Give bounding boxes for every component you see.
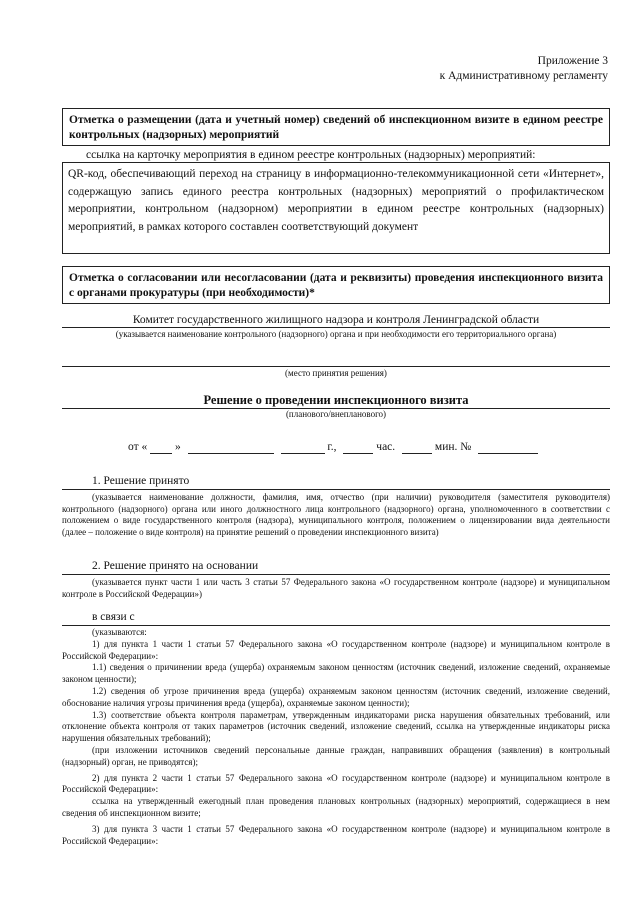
reason-intro: (указываются: (92, 627, 147, 637)
reason-item: 3) для пункта 3 части 1 статьи 57 Федерального закона «О государственном контроле (надзоре) и муниципальном контроле в Российской Федерации»: (62, 823, 610, 846)
committee-name: Комитет государственного жилищного надзора и контроля Ленинградской области (132, 314, 540, 326)
section-2-note: (указывается пункт части 1 или часть 3 статьи 57 Федерального закона «О государственном контроле (надзоре) и муниципальном контроле в Российской Федерации») (62, 577, 610, 599)
reason-item: 1.3) соответствие объекта контроля параметрам, утвержденным индикаторами риска нарушения обязательных требований, или отклонение объекта контроля от таких параметров (источник сведений, изложение сведений, ссылка на утвержденные индикаторы риска нарушения обязательных требований); (62, 709, 610, 744)
organ-note: (указывается наименование контрольного (надзорного) органа и при необходимости его территориального органа) (115, 329, 557, 339)
appendix-number: Приложение 3 (537, 55, 608, 67)
number-field[interactable] (478, 442, 538, 454)
section-basis (62, 559, 610, 600)
reason-item: 1) для пункта 1 части 1 статьи 57 Федерального закона «О государственном контроле (надзоре) и муниципальном контроле в Российской Федерации»: (62, 638, 610, 661)
section-reason (62, 610, 610, 626)
qr-code-box (62, 162, 610, 254)
section-1-heading: 1. Решение принято (62, 474, 610, 490)
appendix-reference: к Административному регламенту (439, 70, 608, 82)
reason-item: 1.1) сведения о причинении вреда (ущерба) охраняемым законом ценностям (источник сведений, изложение сведений, охраняемые законом ценности); (62, 662, 610, 685)
registry-mark-box (62, 108, 610, 146)
place-underline (62, 366, 610, 367)
reason-item: (при изложении источников сведений персональные данные граждан, направивших обращения (заявления) в контрольный (надзорный) орган, не приводятся); (62, 744, 610, 767)
date-from-label: от « (128, 441, 148, 453)
decision-title: Решение о проведении инспекционного визита (203, 393, 469, 407)
committee-underline (62, 327, 610, 328)
prosecutor-approval-box (62, 266, 610, 304)
hour-label: час. (376, 441, 396, 453)
section-decision-maker (62, 474, 610, 538)
section-2-heading: 2. Решение принято на основании (62, 559, 610, 575)
section-1-note: (указывается наименование должности, фамилия, имя, отчество (при наличии) руководителя (заместителя руководителя) контрольного (надзорного) органа или иного должностного лица контрольного (надзорного) органа, уполномоченного в соответствии с положением о виде государственного контроля (надзора), муниципального контроля, положением о лицензировании вида деятельности (далее – положение о виде контроля) на принятие решений о проведении инспекционного визита) (62, 492, 610, 537)
reason-item: 1.2) сведения об угрозе причинения вреда (ущерба) охраняемым законом ценностям (источник сведений, изложение сведений, обоснование наличия угрозы причинения вреда (ущерба), охраняемые законом ценности); (62, 685, 610, 708)
year-field[interactable] (281, 442, 325, 454)
qr-code-text: QR-код, обеспечивающий переход на страницу в информационно-телекоммуникационной сети «Интернет», содержащую запись единого реестра контрольных (надзорных) мероприятий о профилактическом мероприятии, контрольном (надзорном) мероприятии в едином реестре контрольных (надзорных) мероприятий, в рамках которого составлен соответствующий документ (68, 168, 604, 233)
appendix-header (440, 54, 608, 84)
prosecutor-approval-text: Отметка о согласовании или несогласовании (дата и реквизиты) проведения инспекционного визита с органами прокуратуры (при необходимости)* (69, 272, 603, 299)
section-3-heading: в связи с (62, 610, 610, 626)
reason-list (62, 627, 610, 847)
registry-link-line: ссылка на карточку мероприятия в едином реестре контрольных (надзорных) мероприятий: (86, 149, 536, 161)
registry-mark-text: Отметка о размещении (дата и учетный номер) сведений об инспекционном визите в едином реестре контрольных (надзорных) мероприятий (69, 114, 603, 141)
month-field[interactable] (188, 442, 274, 454)
minute-label: мин. № (434, 441, 472, 453)
place-note: (место принятия решения) (285, 368, 387, 378)
reason-item: ссылка на утвержденный ежегодный план проведения плановых контрольных (надзорных) мероприятий, содержащиеся в нем сведения об инспекционном визите; (62, 796, 610, 818)
visit-type-note: (планового/внепланового) (285, 409, 387, 419)
hour-field[interactable] (343, 442, 373, 454)
date-line (128, 440, 538, 454)
reason-item: 2) для пункта 2 части 1 статьи 57 Федерального закона «О государственном контроле (надзоре) и муниципальном контроле в Российской Федерации»: (62, 772, 610, 795)
minute-field[interactable] (402, 442, 432, 454)
day-field[interactable] (150, 442, 172, 454)
year-label: г., (327, 441, 337, 453)
date-quote-close: » (175, 441, 181, 453)
